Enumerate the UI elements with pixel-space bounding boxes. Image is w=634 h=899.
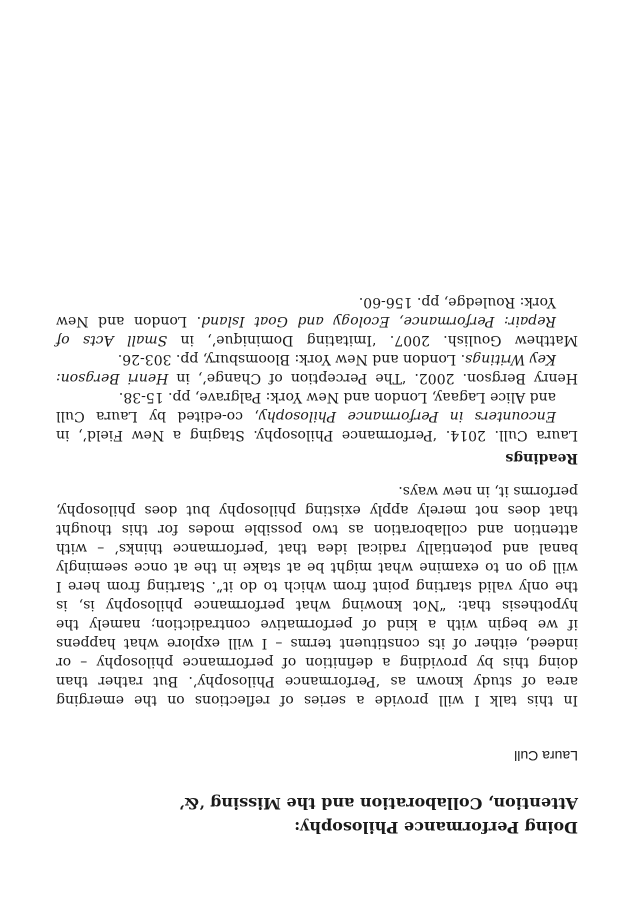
title-line-2: Attention, Collaboration and the Missing ‘&’ bbox=[179, 794, 578, 813]
paper-title bbox=[56, 791, 578, 839]
abstract-line: indeed, either of its constituent terms – I will explore what happens bbox=[56, 635, 578, 651]
reference-text: Henry Bergson. 2002. ‘The Perception of Change’, in bbox=[168, 370, 578, 386]
reference-line bbox=[56, 368, 578, 387]
author-name: Laura Cull bbox=[514, 748, 578, 764]
reference-line: and Alice Lagaay, London and New York: Palgrave, pp. 15-38. bbox=[118, 389, 556, 405]
abstract-line: performs it, in new ways. bbox=[398, 483, 578, 499]
reference-item bbox=[56, 349, 578, 387]
abstract-line: attention and collaboration as two possible modes for this thought bbox=[56, 521, 578, 537]
reference-text: . London and New York: Bloomsbury, pp. 303-26. bbox=[117, 351, 466, 367]
reference-book-title: Key Writings bbox=[465, 351, 556, 367]
abstract-line: banal and potentially radical idea that ‘performance thinks’ – with bbox=[56, 540, 578, 556]
reference-item bbox=[56, 387, 578, 444]
abstract-line: In this talk I will provide a series of reflections on the emerging bbox=[56, 692, 578, 708]
abstract-line: doing this by providing a definition of performance philosophy – or bbox=[56, 654, 578, 670]
abstract-line: the only valid starting point from which to do it”. Starting from here I bbox=[56, 578, 578, 594]
reference-line bbox=[56, 349, 578, 368]
reference-line: Laura Cull. 2014. ‘Performance Philosophy. Staging a New Field’, in bbox=[56, 427, 578, 443]
reference-book-title: Small Acts of bbox=[56, 332, 168, 348]
abstract-line: if we begin with a kind of performative contradiction; namely the bbox=[56, 616, 578, 632]
abstract bbox=[56, 481, 578, 709]
references-list bbox=[56, 292, 578, 444]
reference-text: . London and New bbox=[56, 313, 202, 329]
reference-line bbox=[56, 311, 578, 330]
reference-line bbox=[56, 330, 578, 349]
abstract-line: area of study known as ‘Performance Philosophy’. But rather than bbox=[56, 673, 578, 689]
reference-line bbox=[56, 406, 578, 425]
reference-book-title: Repair: Performance, Ecology and Goat Island bbox=[201, 313, 556, 329]
abstract-line: will go on to examine what might be at stake in the at once seemingly bbox=[56, 559, 578, 575]
readings-heading: Readings bbox=[505, 450, 578, 466]
reference-text: Matthew Goulish. 2007. ‘Imitating Dominique’, in bbox=[167, 332, 578, 348]
abstract-line: hypothesis that: “Not knowing what performance philosophy is, is bbox=[56, 597, 578, 613]
abstract-line: that does not merely apply existing philosophy but does philosophy, bbox=[56, 502, 578, 518]
title-line-1: Doing Performance Philosophy: bbox=[294, 818, 578, 837]
reference-book-title: Encounters in Performance Philosophy bbox=[258, 408, 556, 424]
reference-book-title: Henri Bergson: bbox=[56, 370, 169, 386]
reference-line: York: Rouledge, pp. 156-60. bbox=[358, 294, 556, 310]
reference-item bbox=[56, 292, 578, 349]
reference-text: , co-edited by Laura Cull bbox=[56, 408, 259, 424]
